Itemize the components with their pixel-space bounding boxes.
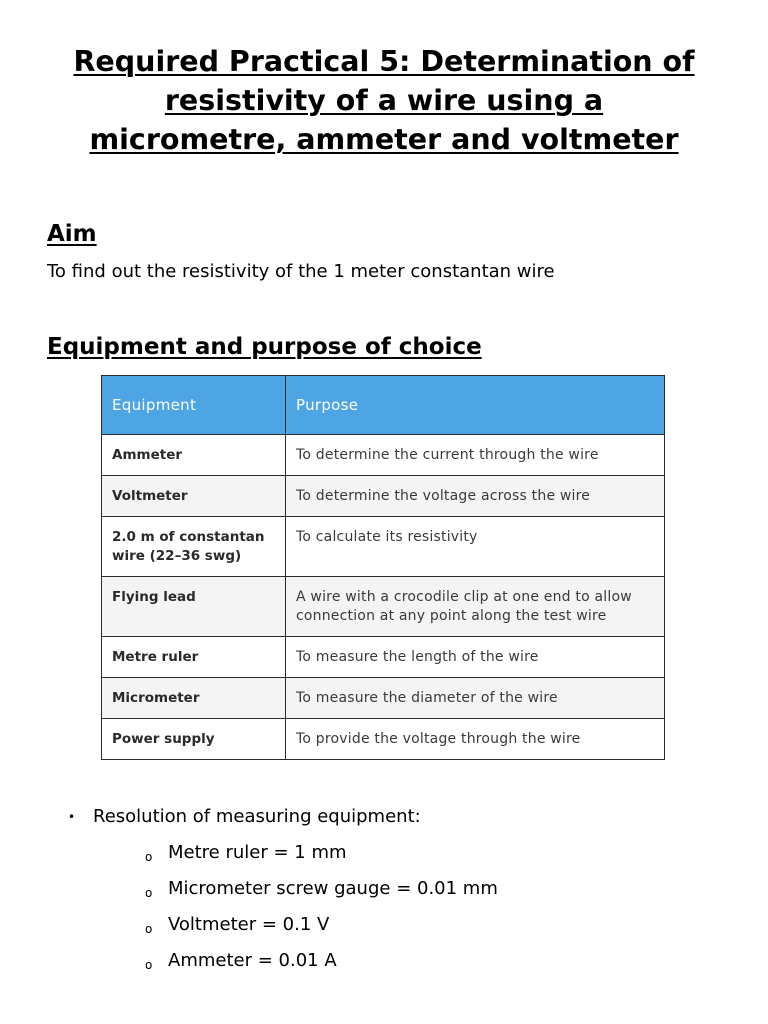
- list-item: [93, 842, 498, 878]
- equipment-cell: 2.0 m of constantan wire (22–36 swg): [102, 517, 286, 577]
- title-line-1: Required Practical 5: Determination of: [73, 45, 695, 78]
- table-row: [102, 719, 665, 760]
- title-line-2: resistivity of a wire using a: [164, 84, 604, 117]
- purpose-cell: To measure the length of the wire: [286, 637, 665, 678]
- bullet-icon: •: [68, 810, 76, 824]
- hollow-circle-bullet-icon: o: [145, 922, 153, 936]
- column-header-equipment: Equipment: [102, 376, 286, 435]
- hollow-circle-bullet-icon: o: [145, 958, 153, 972]
- purpose-cell: To determine the current through the wire: [286, 435, 665, 476]
- table-row: [102, 476, 665, 517]
- column-header-purpose: Purpose: [286, 376, 665, 435]
- purpose-cell: To measure the diameter of the wire: [286, 678, 665, 719]
- hollow-circle-bullet-icon: o: [145, 886, 153, 900]
- equipment-cell: Ammeter: [102, 435, 286, 476]
- table-row: [102, 435, 665, 476]
- resolution-sub-list: [93, 842, 498, 986]
- purpose-cell: A wire with a crocodile clip at one end to allow connection at any point along the test wire: [286, 577, 665, 637]
- purpose-cell: To calculate its resistivity: [286, 517, 665, 577]
- equipment-cell: Micrometer: [102, 678, 286, 719]
- resolution-item-text: Metre ruler = 1 mm: [168, 842, 347, 863]
- resolution-list: [64, 806, 498, 986]
- table-row: [102, 637, 665, 678]
- list-item: [93, 950, 498, 986]
- aim-heading: Aim: [47, 221, 97, 247]
- equipment-heading: Equipment and purpose of choice: [47, 334, 482, 360]
- resolution-item-text: Voltmeter = 0.1 V: [168, 914, 330, 935]
- list-item: [93, 914, 498, 950]
- purpose-cell: To provide the voltage through the wire: [286, 719, 665, 760]
- hollow-circle-bullet-icon: o: [145, 850, 153, 864]
- table-row: [102, 577, 665, 637]
- resolution-item-text: Ammeter = 0.01 A: [168, 950, 337, 971]
- resolution-item-text: Micrometer screw gauge = 0.01 mm: [168, 878, 498, 899]
- document-title: [30, 42, 738, 159]
- equipment-cell: Power supply: [102, 719, 286, 760]
- equipment-cell: Voltmeter: [102, 476, 286, 517]
- purpose-cell: To determine the voltage across the wire: [286, 476, 665, 517]
- list-item: [64, 806, 498, 986]
- title-line-3: micrometre, ammeter and voltmeter: [89, 123, 679, 156]
- table-row: [102, 517, 665, 577]
- equipment-cell: Flying lead: [102, 577, 286, 637]
- list-item: [93, 878, 498, 914]
- table-header-row: [102, 376, 665, 435]
- equipment-cell: Metre ruler: [102, 637, 286, 678]
- aim-text: To find out the resistivity of the 1 meter constantan wire: [47, 261, 555, 282]
- table-row: [102, 678, 665, 719]
- equipment-table: [101, 375, 665, 760]
- resolution-bullet-text: Resolution of measuring equipment:: [93, 806, 421, 827]
